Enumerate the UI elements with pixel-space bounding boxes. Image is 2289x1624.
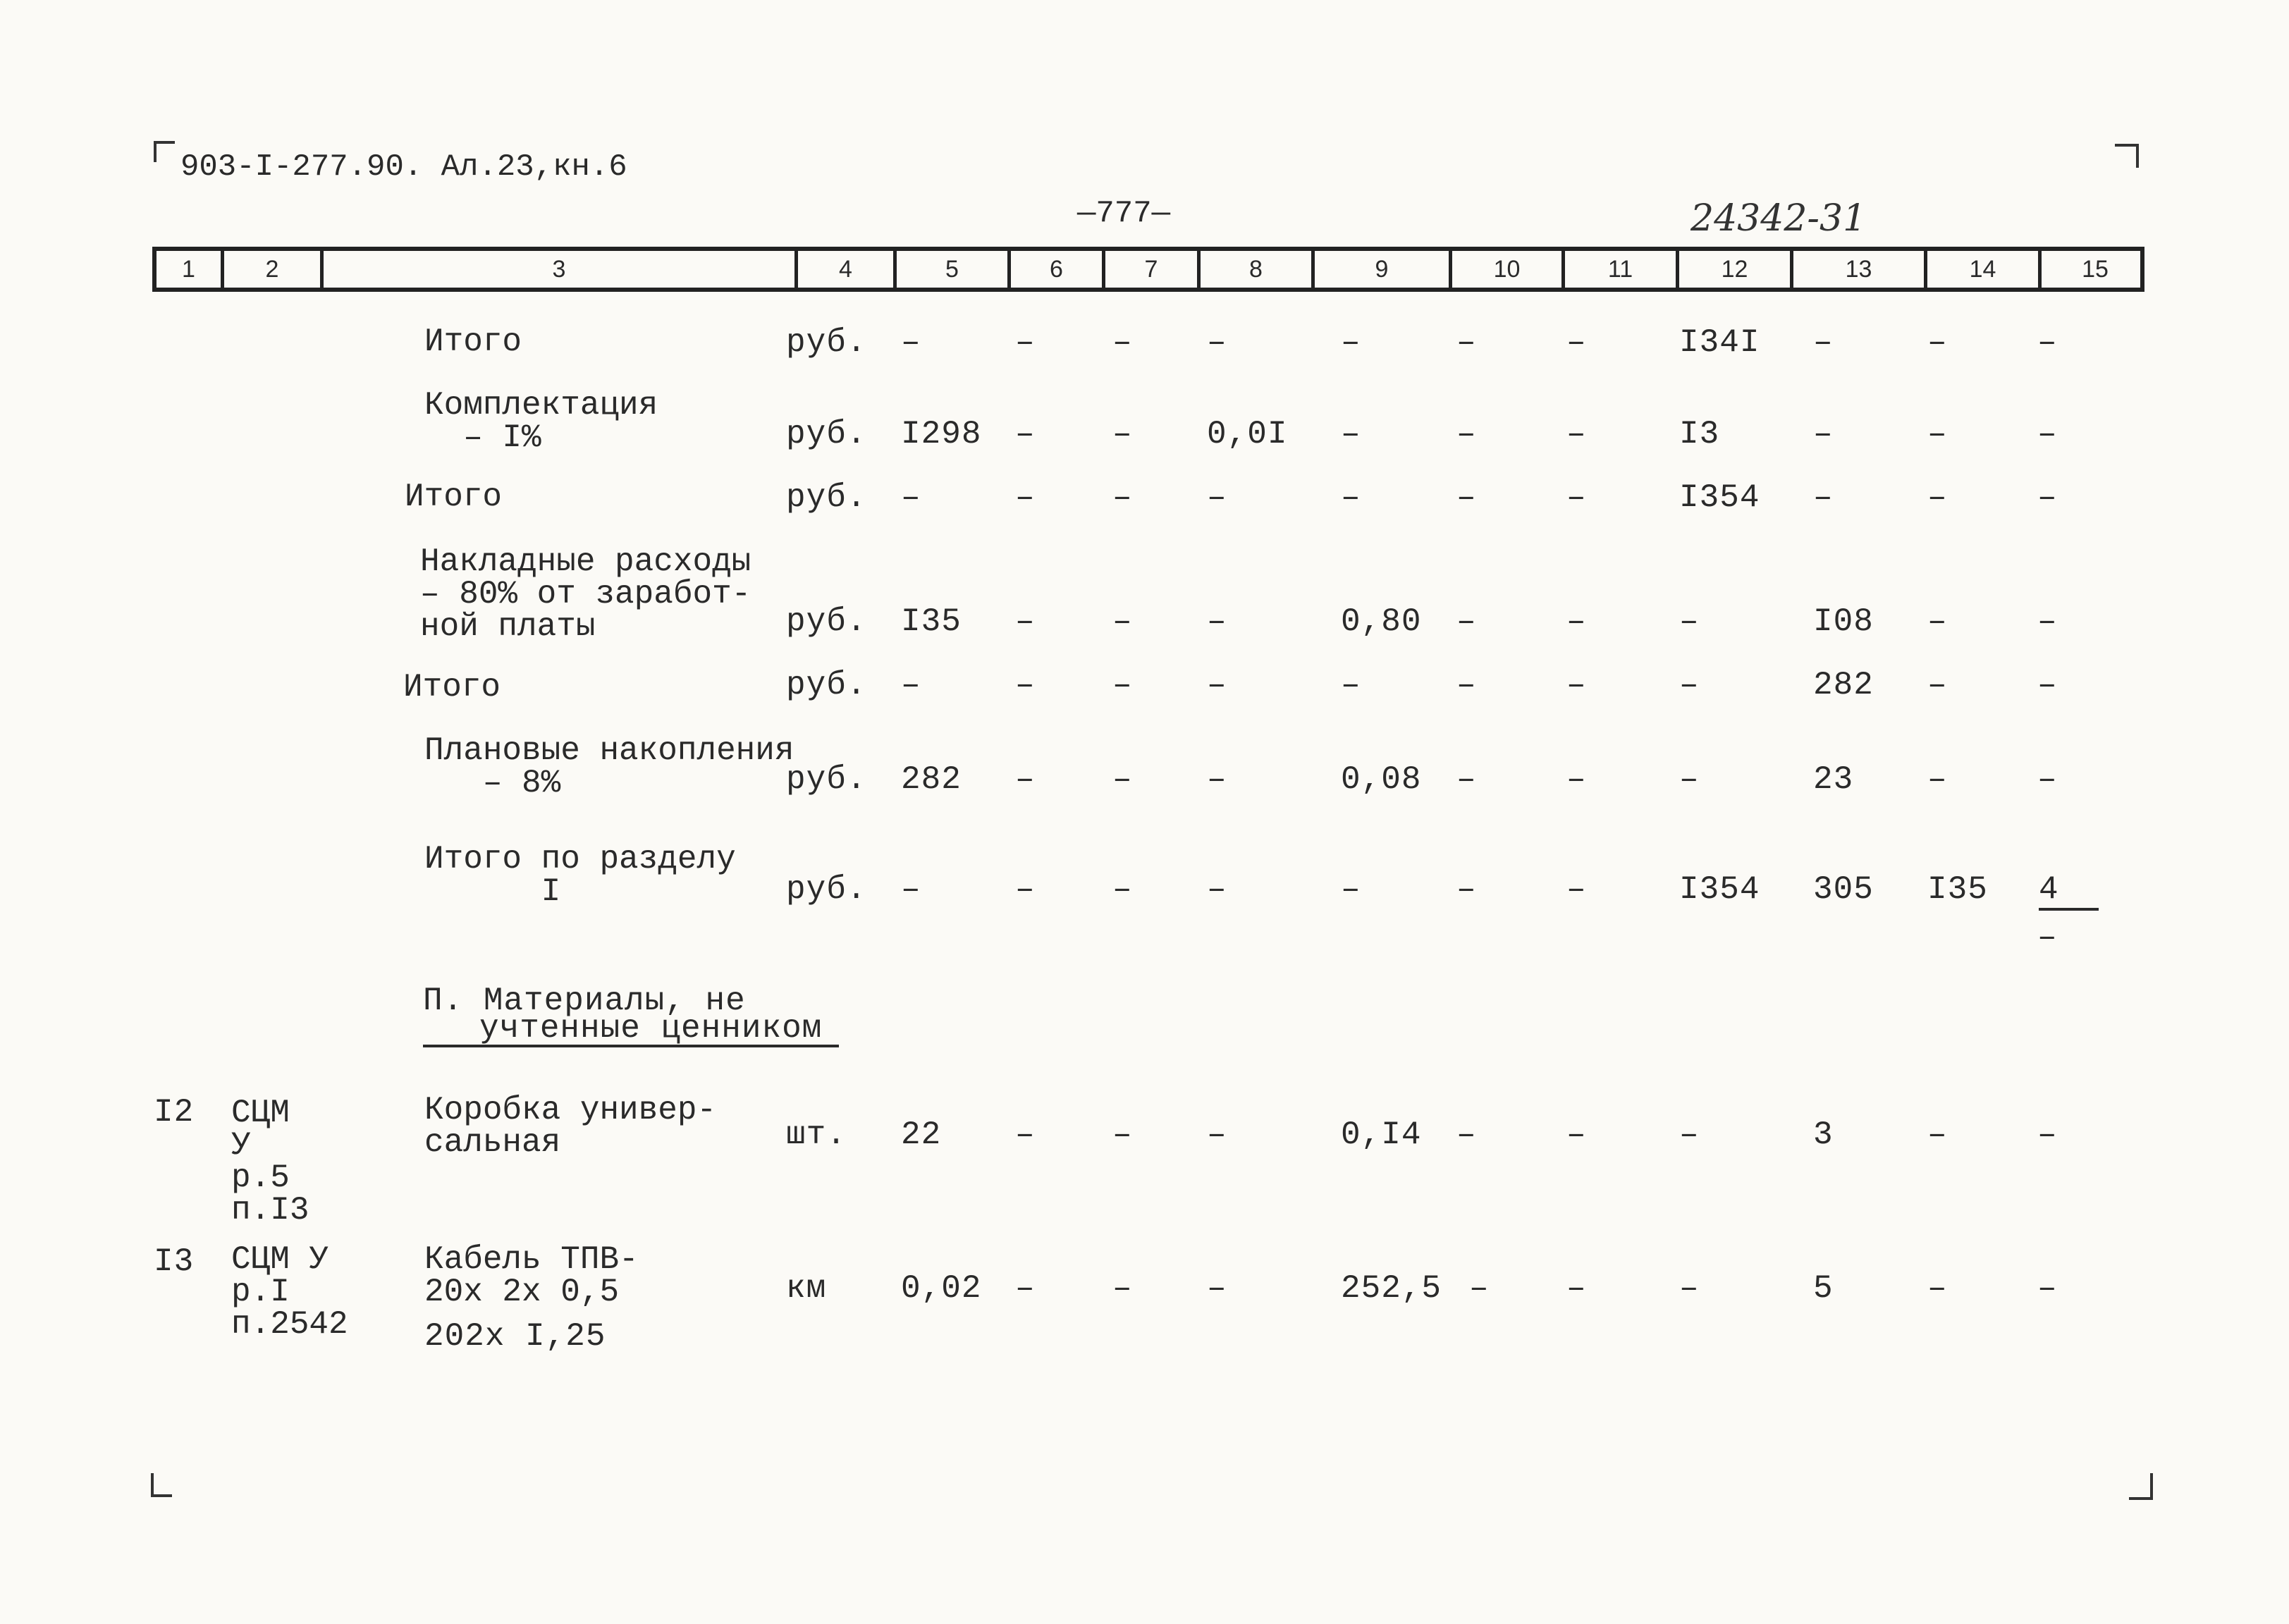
corner-mark-top-right [2115,144,2139,168]
item-col15: – [2037,1270,2058,1307]
row-col9: – [1341,416,1361,453]
row-col8: – [1207,479,1227,516]
row-col7: – [1112,603,1133,640]
row-col12: I354 [1679,871,1760,908]
row-col13: – [1813,324,1834,361]
row-col5: – [901,324,921,361]
column-header: 4 [794,251,893,288]
item-col7: – [1112,1116,1133,1153]
row-col12: – [1679,761,1700,798]
row-col12: I354 [1679,479,1760,516]
item-col14: – [1927,1116,1948,1153]
row-col8: – [1207,667,1227,703]
row-col10: – [1456,324,1477,361]
row-col13: – [1813,479,1834,516]
row-col10: – [1456,667,1477,703]
row-col12: – [1679,667,1700,703]
row-col9: 0,80 [1341,603,1422,640]
row-col11: – [1566,761,1587,798]
column-header: 2 [221,251,320,288]
column-header: 5 [893,251,1007,288]
row-col11: – [1566,871,1587,908]
column-header-row [152,247,2144,292]
item-number: I3 [154,1243,195,1280]
row-col7: – [1112,667,1133,703]
item-col12: – [1679,1116,1700,1153]
row-unit: руб. [786,479,867,516]
row-col13: I08 [1813,603,1874,640]
row-col10: – [1456,871,1477,908]
row-unit: руб. [786,416,867,453]
row-col6: – [1015,324,1036,361]
item-col13: 3 [1813,1116,1834,1153]
row-col15: – [2037,324,2058,361]
row-col7: – [1112,324,1133,361]
corner-mark-bottom-left [151,1473,172,1497]
corner-mark-bottom-right [2129,1473,2153,1500]
row-col8: – [1207,603,1227,640]
row-name: Комплектация – I% [424,387,658,456]
row-col12: I3 [1679,416,1720,453]
row-col13: 23 [1813,761,1854,798]
row-col5: I35 [901,603,962,640]
row-col7: – [1112,479,1133,516]
row-col15: – [2037,603,2058,640]
item-col7: – [1112,1270,1133,1307]
item-col12: – [1679,1270,1700,1307]
item-code: СЦМ У p.5 п.I3 [231,1095,309,1229]
row-col14: – [1927,324,1948,361]
column-header: 11 [1561,251,1676,288]
column-header: 6 [1007,251,1102,288]
row-col7: – [1112,761,1133,798]
column-header: 13 [1790,251,1924,288]
section-heading-line1: П. Материалы, не [423,983,746,1019]
row-col9: 0,08 [1341,761,1422,798]
item-col5: 22 [901,1116,942,1153]
row-col12: I34I [1679,324,1760,361]
item-code: СЦМ У p.I п.2542 [231,1241,348,1343]
row-unit: руб. [786,603,867,640]
row-name: Итого [424,324,522,360]
row-unit: руб. [786,761,867,798]
corner-mark-top-left [154,141,175,162]
row-col5: – [901,479,921,516]
item-col11: – [1566,1116,1587,1153]
row-col11: – [1566,324,1587,361]
item-name: Коробка универ- сальная [424,1092,717,1161]
column-header: 3 [320,251,794,288]
row-col5: 282 [901,761,962,798]
item-col8: – [1207,1116,1227,1153]
row-name: Итого [405,479,503,515]
item-name: Кабель ТПВ- 20х 2х 0,5 [424,1241,639,1310]
row-col6: – [1015,479,1036,516]
row-col10: – [1456,603,1477,640]
page-number: —777— [1077,196,1171,231]
item-number: I2 [154,1094,195,1131]
section-heading-line2: учтенные ценником [423,1012,839,1047]
item-col6: – [1015,1116,1036,1153]
row-name: Плановые накопления – 8% [424,732,794,801]
row-col14: – [1927,479,1948,516]
column-header: 1 [182,256,195,283]
row-col5: – [901,667,921,703]
row-col6: – [1015,761,1036,798]
row-col11: – [1566,416,1587,453]
row-col11: – [1566,603,1587,640]
row-unit: руб. [786,324,867,361]
row-col10: – [1456,416,1477,453]
row-col15: – [2037,416,2058,453]
column-header: 12 [1676,251,1790,288]
row-col6: – [1015,416,1036,453]
row-col15: – [2037,667,2058,703]
row-col10: – [1456,761,1477,798]
row-col15: 4 [2039,871,2099,911]
row-unit: руб. [786,667,867,703]
row-col10: – [1456,479,1477,516]
row-col6: – [1015,603,1036,640]
row-col9: – [1341,871,1361,908]
row-unit: руб. [786,871,867,908]
row-col13: 305 [1813,871,1874,908]
row-col5: I298 [901,416,982,453]
row-col14: – [1927,667,1948,703]
column-header: 9 [1311,251,1449,288]
item-col6: – [1015,1270,1036,1307]
item-col11: – [1566,1270,1587,1307]
column-header: 8 [1197,251,1311,288]
row-col8: 0,0I [1207,416,1288,453]
row-col12: – [1679,603,1700,640]
row-col7: – [1112,871,1133,908]
item-name-extra: 202х I,25 [424,1318,606,1355]
row-col11: – [1566,479,1587,516]
row-name: Итого [403,669,501,706]
row-col9: – [1341,667,1361,703]
row-col15: – [2037,479,2058,516]
sheet-code: 24342-31 [1690,197,1867,240]
row-col9: – [1341,479,1361,516]
row-col14: – [1927,416,1948,453]
row-col15-extra: – [2037,919,2058,956]
column-header: 14 [1924,251,2038,288]
row-col6: – [1015,871,1036,908]
row-col6: – [1015,667,1036,703]
item-col10: – [1456,1116,1477,1153]
item-col9: 0,I4 [1341,1116,1422,1153]
item-col13: 5 [1813,1270,1834,1307]
column-header: 7 [1102,251,1197,288]
item-col10: – [1469,1270,1490,1307]
row-col8: – [1207,761,1227,798]
row-name: Итого по разделу I [424,841,736,910]
row-col14: – [1927,603,1948,640]
row-col15: – [2037,761,2058,798]
row-col9: – [1341,324,1361,361]
item-col8: – [1207,1270,1227,1307]
row-col5: – [901,871,921,908]
item-col15: – [2037,1116,2058,1153]
row-col8: – [1207,324,1227,361]
row-col11: – [1566,667,1587,703]
row-col14: – [1927,761,1948,798]
item-unit: км [786,1270,827,1307]
item-col9: 252,5 [1341,1270,1442,1307]
item-col5: 0,02 [901,1270,982,1307]
item-unit: шт. [786,1116,847,1153]
row-col13: – [1813,416,1834,453]
column-header: 15 [2038,251,2149,288]
row-col14: I35 [1927,871,1988,908]
row-col8: – [1207,871,1227,908]
row-col13: 282 [1813,667,1874,703]
row-col7: – [1112,416,1133,453]
column-header: 10 [1449,251,1561,288]
item-col14: – [1927,1270,1948,1307]
document-code: 903-I-277.90. Ал.23,кн.6 [180,149,627,185]
row-name: Накладные расходы – 80% от заработ- ной платы [420,543,751,645]
